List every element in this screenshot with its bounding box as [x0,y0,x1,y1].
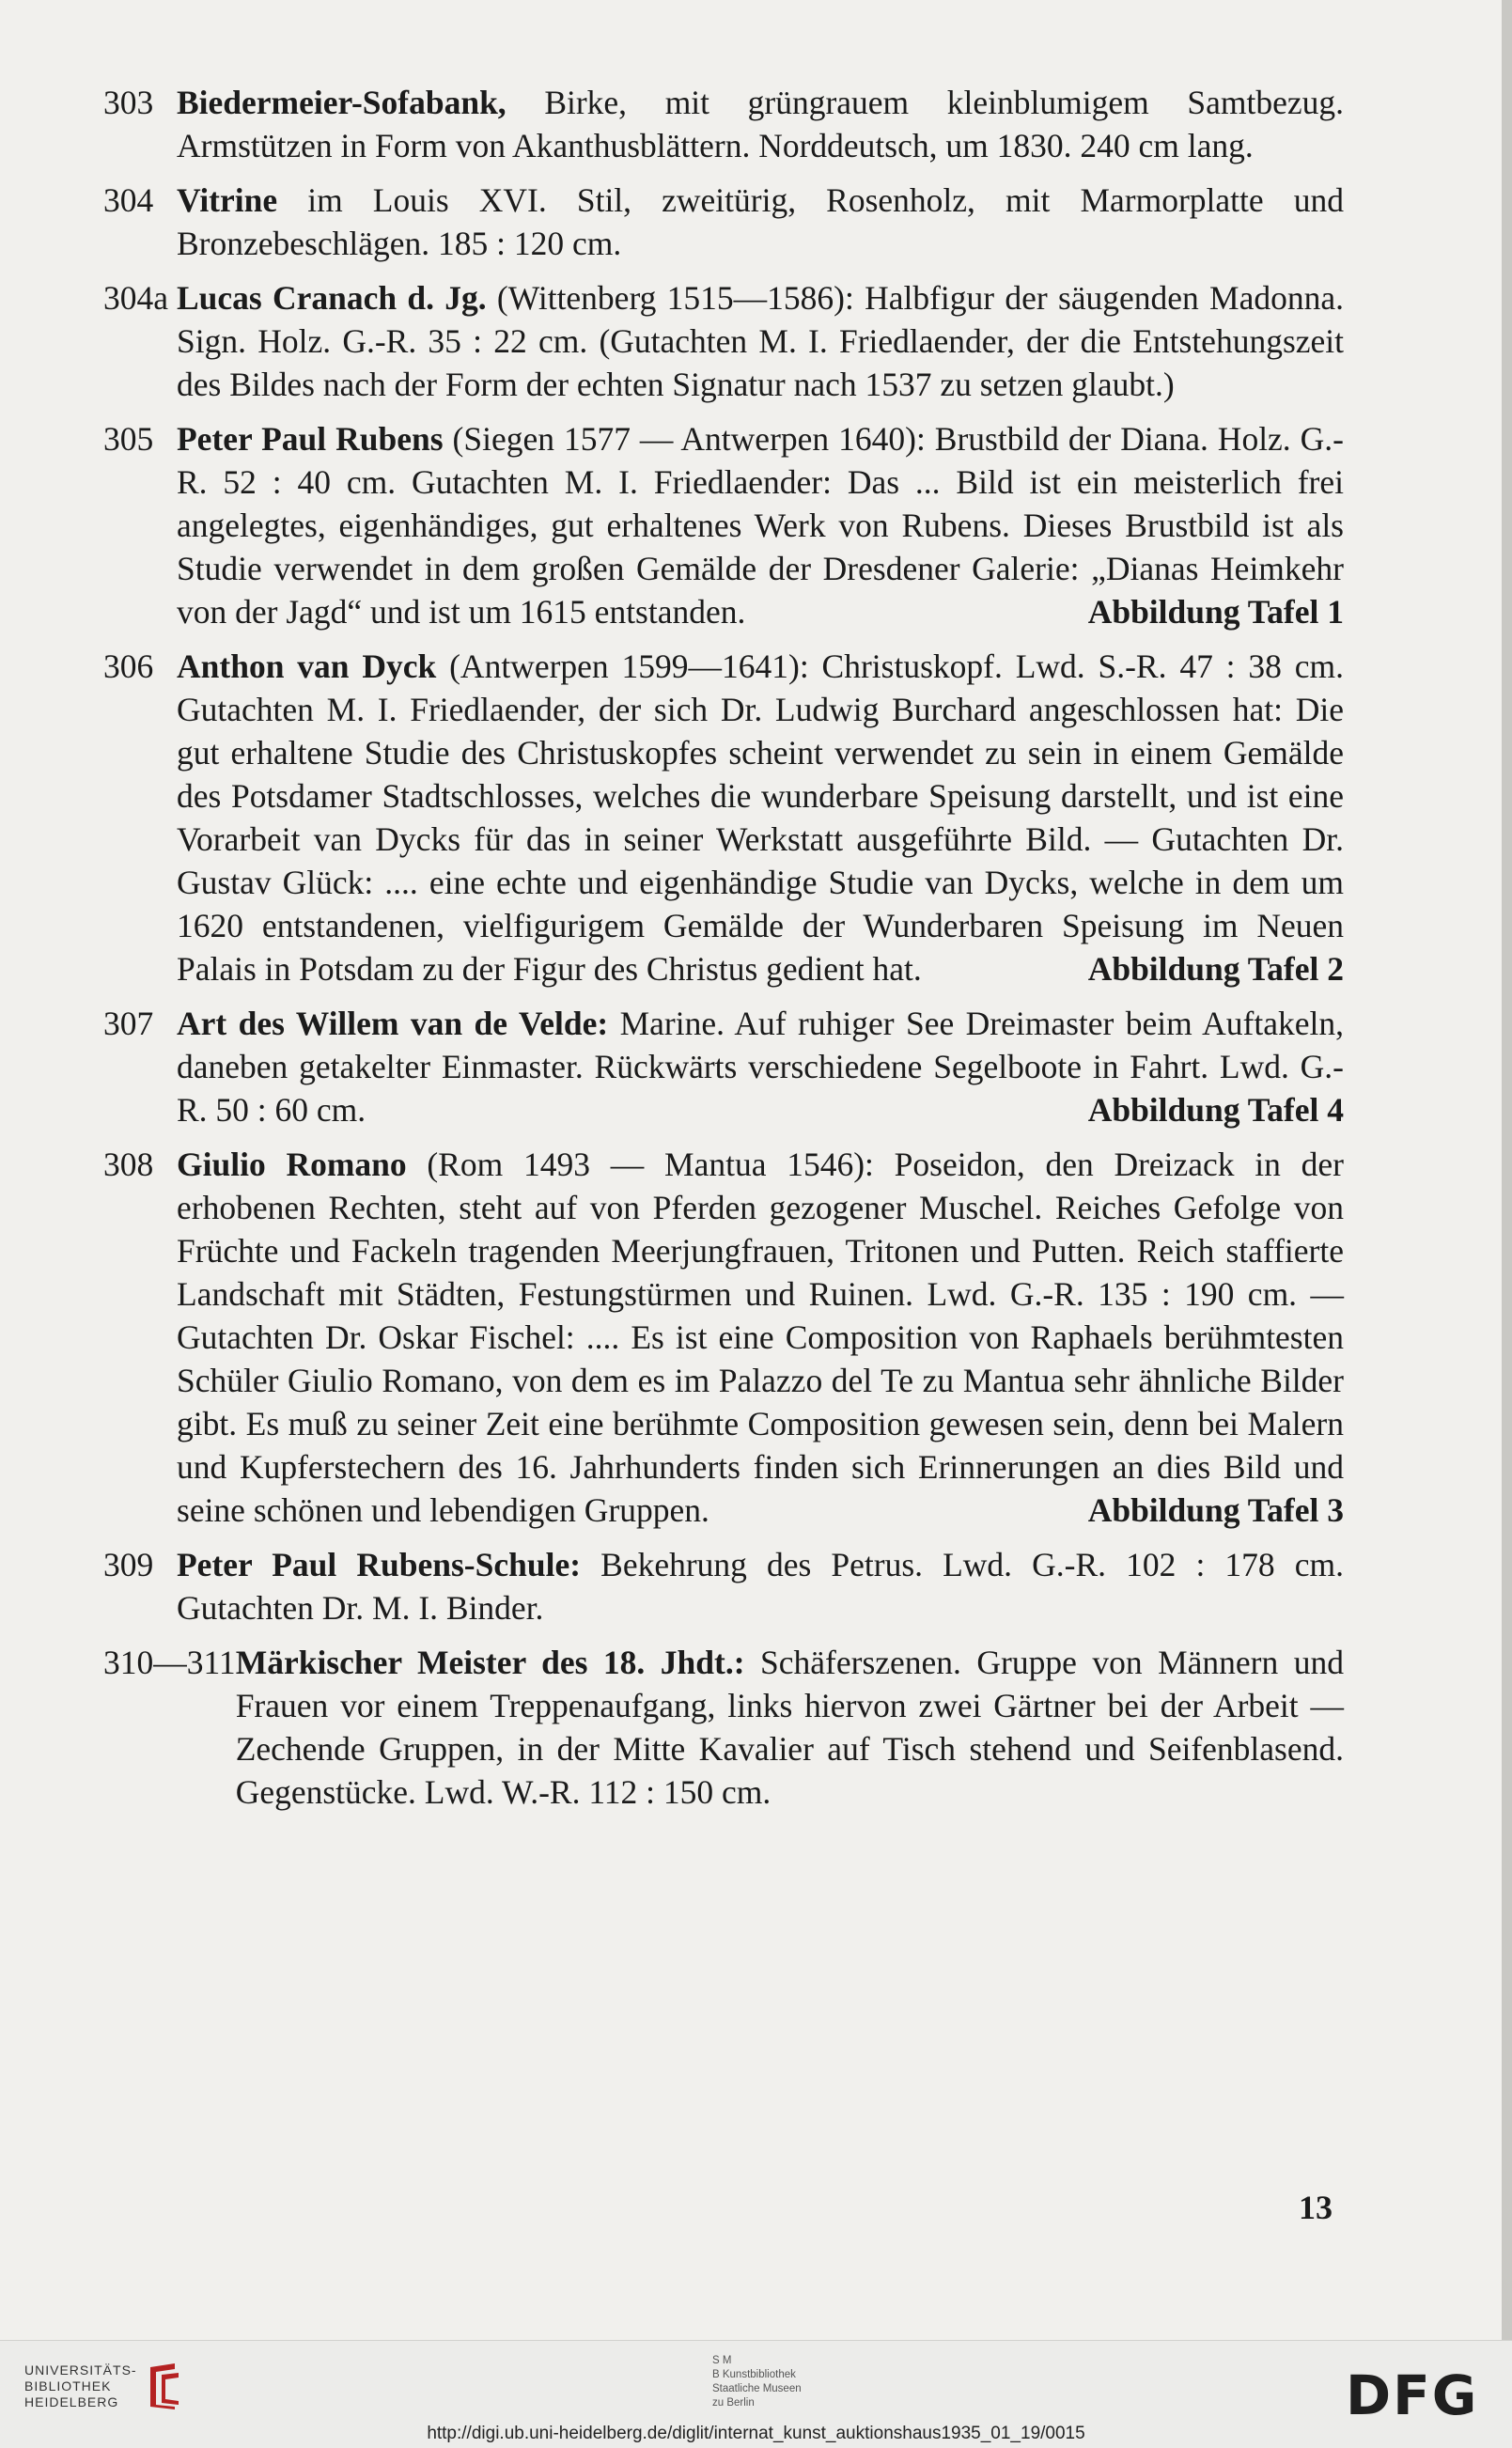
permalink-url[interactable]: http://digi.ub.uni-heidelberg.de/diglit/internat_kunst_auktionshaus1935_01_19/0015 [427,2424,1085,2443]
entry-body [177,417,1344,633]
entry-name: Art des Willem van de Velde: [177,1005,609,1042]
entry-body [236,1641,1344,1814]
dfg-logo[interactable]: DFG [1346,2363,1479,2427]
entry-body [177,1002,1344,1131]
entry-text: (Antwerpen 1599—1641): Christuskopf. Lwd. S.-R. 47 : 38 cm. Gutachten M. I. Friedlaender, der sich Dr. Ludwig Burchard angeschlossen hat: Die gut erhaltene Studie des Christuskopfes scheint verwendet zu sein in einem Gemälde des Potsdamer Stadtschlosses, welches die wunderbare Speisung darstellt, und ist eine Vorarbeit van Dycks für das in seiner Werkstatt ausgeführte Bild. — Gutachten Dr. Gustav Glück: .... eine echte und eigenhändige Studie van Dycks, welche in dem um 1620 entstandenen, vielfigurigem Gemälde der Wunderbaren Speisung im Neuen Palais in Potsdam zu der Figur des Christus gedient hat. [177,647,1344,988]
illustration-reference: Abbildung Tafel 1 [1087,593,1344,631]
smb-line: zu Berlin [712,2397,755,2409]
entry-body [177,1143,1344,1532]
entry-text: (Wittenberg 1515—1586): Halbfigur der säugenden Madonna. Sign. Holz. G.-R. 35 : 22 cm. (Gutachten M. I. Friedlaender, der die Entstehungszeit des Bildes nach der Form der echten Signatur nach 1537 zu setzen glaubt.) [177,279,1344,403]
entry-number: 303 [103,84,154,121]
entry-text: Marine. Auf ruhiger See Dreimaster beim Auftakeln, daneben getakelter Einmaster. Rückwärts verschiedene Segelboote in Fahrt. Lwd. G.-R. 50 : 60 cm. [177,1005,1344,1129]
entry-body [177,645,1344,990]
university-line: HEIDELBERG [24,2393,119,2409]
catalog-entry [103,1543,1344,1629]
entry-name: Lucas Cranach d. Jg. [177,279,487,317]
catalog-entry [103,1002,1344,1131]
university-library-text [24,2362,137,2410]
entry-name: Giulio Romano [177,1146,407,1183]
entry-number: 306 [103,647,154,685]
entry-name: Peter Paul Rubens-Schule: [177,1546,582,1583]
illustration-reference: Abbildung Tafel 2 [1087,950,1344,988]
smb-line: S M [712,2355,732,2366]
entry-text: (Rom 1493 — Mantua 1546): Poseidon, den Dreizack in der erhobenen Rechten, steht auf von Pferden gezogener Muschel. Reiches Gefolge von Früchte und Fackeln tragenden Meerjungfrauen, Tritonen und Putten. Reich staffierte Landschaft mit Städten, Festungstürmen und Ruinen. Lwd. G.-R. 135 : 190 cm. — Gutachten Dr. Oskar Fischel: .... Es ist eine Composition von Raphaels berühmtesten Schüler Giulio Romano, von dem es im Palazzo del Te zu Mantua sehr ähnliche Bilder gibt. Es muß zu seiner Zeit eine berühmte Composition gewesen sein, denn bei Malern und Kupferstechern des 16. Jahrhunderts finden sich Erinnerungen an dies Bild und seine schönen und lebendigen Gruppen. [177,1146,1344,1529]
smb-kunstbibliothek-logo[interactable] [712,2354,802,2410]
entry-number: 307 [103,1005,154,1042]
catalog-entry [103,179,1344,265]
entry-name: Anthon van Dyck [177,647,437,685]
entry-number: 309 [103,1546,154,1583]
entry-body [177,179,1344,265]
entry-name: Biedermeier-Sofabank, [177,84,507,121]
entry-body [177,276,1344,406]
university-line: BIBLIOTHEK [24,2378,112,2393]
library-emblem-icon [147,2362,184,2410]
entry-text: Schäferszenen. Gruppe von Männern und Frauen vor einem Treppenaufgang, links hiervon zwei Gärtner bei der Arbeit — Zechende Gruppen, in der Mitte Kavalier auf Tisch stehend und Seifenblasend. Gegenstücke. Lwd. W.-R. 112 : 150 cm. [235,1644,1344,1811]
entry-number: 305 [103,420,154,458]
entry-number: 310—311 [103,1644,236,1681]
entry-number: 304a [103,279,169,317]
catalog-entry [103,645,1344,990]
entry-name: Vitrine [177,181,278,219]
page-edge [1502,0,1512,2340]
entry-name: Märkischer Meister des 18. Jhdt.: [235,1644,745,1681]
catalog-entries [103,81,1344,1825]
catalog-entry [103,1143,1344,1532]
entry-body [177,81,1344,167]
entry-text: Birke, mit grüngrauem kleinblumigem Samtbezug. Armstützen in Form von Akanthusblättern. Norddeutsch, um 1830. 240 cm lang. [177,84,1344,164]
catalog-entry [103,81,1344,167]
catalog-entry [103,276,1344,406]
digitization-footer [0,2340,1512,2448]
entry-number: 304 [103,181,154,219]
entry-body [177,1543,1344,1629]
smb-line: Staatliche Museen [712,2383,802,2394]
university-line: UNIVERSITÄTS- [24,2362,137,2378]
illustration-reference: Abbildung Tafel 3 [1087,1491,1344,1529]
catalog-entry [103,1641,1344,1814]
entry-text: Bekehrung des Petrus. Lwd. G.-R. 102 : 178 cm. Gutachten Dr. M. I. Binder. [177,1546,1344,1627]
university-library-logo[interactable] [24,2362,184,2410]
smb-line: B Kunstbibliothek [712,2369,796,2380]
entry-number: 308 [103,1146,154,1183]
illustration-reference: Abbildung Tafel 4 [1087,1091,1344,1129]
catalog-entry [103,417,1344,633]
entry-name: Peter Paul Rubens [177,420,444,458]
entry-text: im Louis XVI. Stil, zweitürig, Rosenholz, mit Marmorplatte und Bronzebeschlägen. 185 : 120 cm. [177,181,1344,262]
entry-text: (Siegen 1577 — Antwerpen 1640): Brustbild der Diana. Holz. G.-R. 52 : 40 cm. Gutachten M. I. Friedlaender: Das ... Bild ist ein meisterlich frei angelegtes, eigenhändiges, gut erhaltenes Werk von Rubens. Dieses Brustbild ist als Studie verwendet in dem großen Gemälde der Dresdener Galerie: „Dianas Heimkehr von der Jagd“ und ist um 1615 entstanden. [177,420,1344,631]
page-number: 13 [1299,2189,1333,2226]
